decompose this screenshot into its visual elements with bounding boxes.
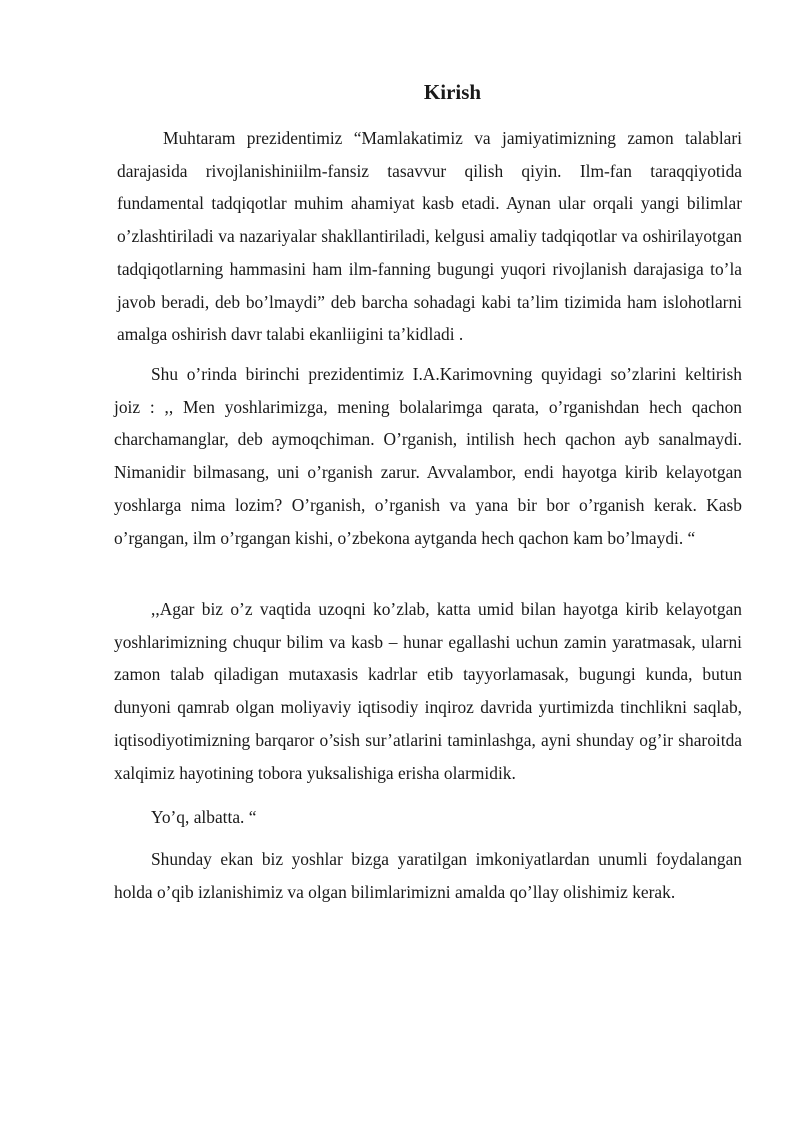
page-title: Kirish — [423, 80, 482, 104]
paragraph-intro: Muhtaram prezidentimiz “Mamlakatimiz va jamiyatimizning zamon talablari darajasida rivojlanishiniilm-fansiz tasavvur qilish qiyin. Ilm-fan taraqqiyotida fundamental tadqiqotlar muhim ahamiyat kasb etadi. Aynan ular orqali yangi bilimlar o’zlashtiriladi va nazariyalar shakllantiriladi, kelgusi amaliy tadqiqotlar va oshirilayotgan tadqiqotlarning hammasini ham ilm-fanning bugungi yuqori rivojlanish darajasiga to’la javob beradi, deb bo’lmaydi” deb barcha sohadagi kabi ta’lim tizimida ham islohotlarni amalga oshirish davr talabi ekanliigini ta’kidladi . — [117, 128, 742, 345]
paragraph-youth-quote: ,,Agar biz o’z vaqtida uzoqni ko’zlab, katta umid bilan hayotga kirib kelayotgan yoshlarimizning chuqur bilim va kasb – hunar egallashi uchun zamin yaratmasak, ularni zamon talab qiladigan mutaxasis kadrlar etib tayyorlamasak, bugungi kunda, butun dunyoni qamrab olgan moliyaviy iqtisodiy inqiroz davrida yurtimizda tinchlikni saqlab, iqtisodiyotimizning barqaror o’sish sur’atlarini taminlashga, ayni shunday og’ir sharoitda xalqimiz hayotining tobora yuksalishiga erisha olarmidik. — [114, 599, 742, 783]
title-container — [0, 78, 800, 106]
paragraph-answer: Yo’q, albatta. “ — [151, 807, 257, 827]
paragraph-conclusion: Shunday ekan biz yoshlar bizga yaratilgan imkoniyatlardan unumli foydalangan holda o’qib izlanishimiz va olgan bilimlarimizni amalda qo’llay olishimiz kerak. — [114, 849, 742, 902]
paragraph-karimov-quote: Shu o’rinda birinchi prezidentimiz I.A.Karimovning quyidagi so’zlarini keltirish joiz : ,, Men yoshlarimizga, mening bolalarimga qarata, o’rganishdan hech qachon charchamanglar, deb aymoqchiman. O’rganish, intilish hech qachon ayb sanalmaydi. Nimanidir bilmasang, uni o’rganish zarur. Avvalambor, endi hayotga kirib kelayotgan yoshlarga nima lozim? O’rganish, o’rganish va yana bir bor o’rganish kerak. Kasb o’rgangan, ilm o’rgangan kishi, o’zbekona aytganda hech qachon kam bo’lmaydi. “ — [114, 364, 742, 548]
